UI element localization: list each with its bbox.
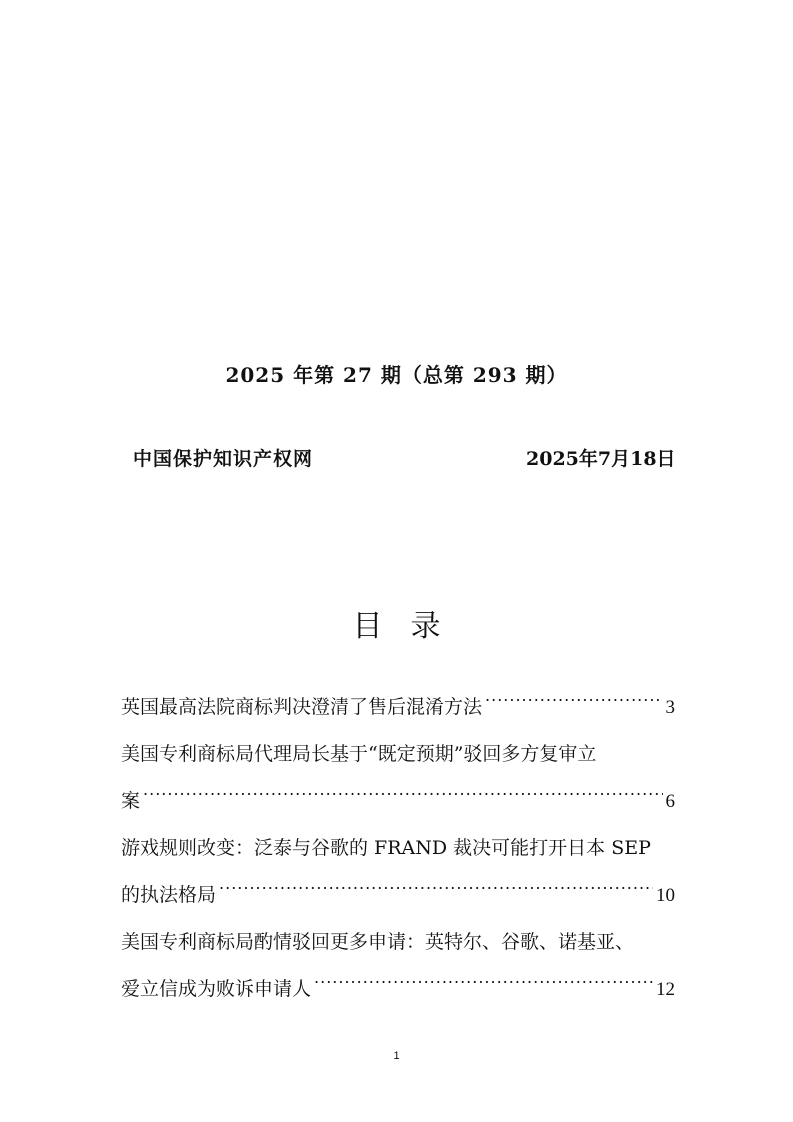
toc-entry-row: [121, 960, 675, 1007]
toc-title: 目录: [352, 609, 469, 644]
toc-entry-page: 3: [665, 697, 675, 718]
toc-entry[interactable]: [121, 925, 675, 1007]
toc-entry-title-line: 美国专利商标局酌情驳回更多申请：英特尔、谷歌、诺基亚、: [121, 931, 635, 953]
toc-entry-title-end: 爱立信成为败诉申请人: [121, 978, 312, 1000]
toc-entry-page: 10: [656, 885, 675, 906]
toc-entry-title: 英国最高法院商标判决澄清了售后混淆方法: [121, 696, 483, 718]
toc-entry-page: 12: [656, 979, 675, 1000]
table-of-contents: [121, 678, 675, 1019]
toc-leader-dots: [314, 960, 653, 995]
toc-entry-row: [121, 678, 675, 725]
toc-entry-title-line: 游戏规则改变：泛泰与谷歌的 FRAND 裁决可能打开日本 SEP: [121, 837, 651, 859]
toc-entry-page: 6: [665, 791, 675, 812]
publisher-name: 中国保护知识产权网: [133, 448, 314, 470]
publication-date: 2025年7月18日: [526, 448, 676, 470]
issue-number: 2025 年第 27 期（总第 293 期）: [225, 363, 568, 387]
toc-entry-row: [121, 866, 675, 913]
toc-entry-row: [121, 772, 675, 819]
toc-entry[interactable]: [121, 678, 675, 725]
toc-leader-dots: [143, 772, 662, 807]
toc-entry[interactable]: [121, 737, 675, 819]
toc-leader-dots: [485, 678, 662, 713]
toc-entry-title-end: 的执法格局: [121, 884, 217, 906]
page-number: 1: [393, 1050, 400, 1062]
toc-entry-title-end: 案: [121, 790, 141, 812]
toc-entry[interactable]: [121, 831, 675, 913]
toc-entry-title-line: 美国专利商标局代理局长基于“既定预期”驳回多方复审立: [121, 743, 597, 765]
toc-leader-dots: [219, 866, 653, 901]
